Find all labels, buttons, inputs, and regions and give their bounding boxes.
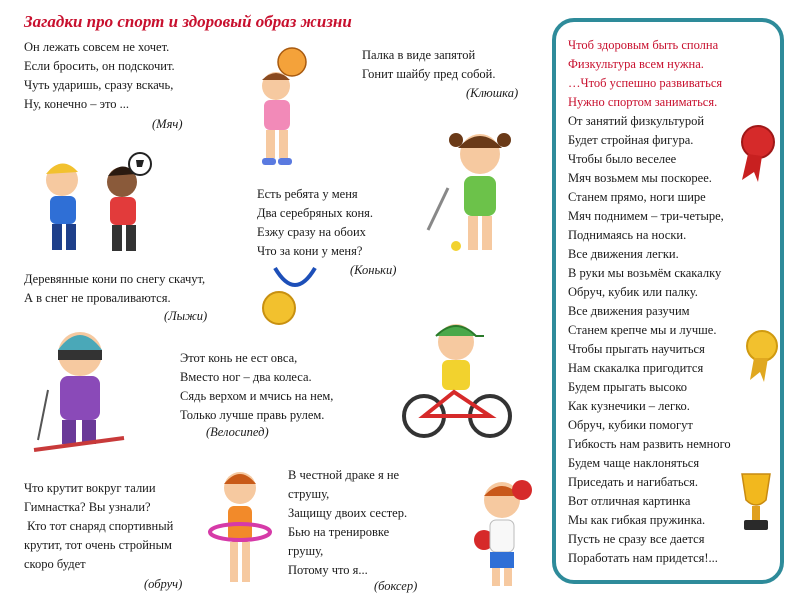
riddle-line: Ну, конечно – это ... <box>24 97 130 111</box>
riddle-line: Езжу сразу на обоих <box>257 225 366 239</box>
riddle-answer-hoop: (обруч) <box>144 577 183 591</box>
riddle-line: Если бросить, он подскочит. <box>24 59 175 73</box>
award-ribbon-icon <box>736 122 780 182</box>
riddle-line: Чуть ударишь, сразу вскачь, <box>24 78 174 92</box>
riddle-line: грушу, <box>288 544 324 558</box>
poem-line: Как кузнечики – легко. <box>568 399 690 413</box>
riddle-answer-bike: (Велосипед) <box>206 425 269 439</box>
poem-line: От занятий физкультурой <box>568 114 705 128</box>
poem-line: Обруч, кубики помогут <box>568 418 693 432</box>
poem-line: Будем прыгать высоко <box>568 380 688 394</box>
poem-line: Мяч возьмем мы поскорее. <box>568 171 712 185</box>
riddle-line: Есть ребята у меня <box>257 187 358 201</box>
riddle-line: Что за кони у меня? <box>257 244 363 258</box>
riddle-line: Вместо ног – два колеса. <box>180 370 312 384</box>
poem-line: Станем прямо, ноги шире <box>568 190 706 204</box>
riddle-answer-boxer: (боксер) <box>374 579 418 593</box>
poem-line: Мы как гибкая пружинка. <box>568 513 706 527</box>
riddle-skis <box>24 270 205 308</box>
riddle-bike <box>180 349 333 425</box>
riddle-hoop <box>24 479 173 574</box>
riddle-answer-ball: (Мяч) <box>152 117 183 131</box>
riddle-line: крутит, тот очень стройным <box>24 538 172 552</box>
poem-red-line: Нужно спортом заниматься. <box>568 95 718 109</box>
riddle-answer-skates: (Коньки) <box>350 263 397 277</box>
medal-icon <box>255 262 335 332</box>
golf-girl-illustration <box>418 118 538 268</box>
riddle-line: Только лучше правь рулем. <box>180 408 325 422</box>
riddle-line: Сядь верхом и мчись на нем, <box>180 389 334 403</box>
poem-panel <box>552 18 784 584</box>
poem-line: Поработать нам придется!... <box>568 551 718 565</box>
riddle-line: струшу, <box>288 487 330 501</box>
poem-line: Будет стройная фигура. <box>568 133 694 147</box>
poem-line: Чтобы прыгать научиться <box>568 342 705 356</box>
poem-red-line: Физкультура всем нужна. <box>568 57 704 71</box>
poem-line: Пусть не сразу все дается <box>568 532 705 546</box>
riddle-line: В честной драке я не <box>288 468 400 482</box>
poem-line: Нам скакалка пригодится <box>568 361 704 375</box>
poem-red-line: Чтоб здоровым быть сполна <box>568 38 719 52</box>
riddle-answer-skis: (Лыжи) <box>164 309 208 323</box>
award-rosette-icon <box>742 328 782 382</box>
riddle-skates <box>257 185 373 261</box>
page-title: Загадки про спорт и здоровый образ жизни <box>24 12 352 31</box>
riddle-line: скоро будет <box>24 557 86 571</box>
poem-line: Поднимаясь на носки. <box>568 228 687 242</box>
riddle-line: Кто тот снаряд спортивный <box>24 519 174 533</box>
basketball-girl-illustration <box>232 40 342 170</box>
poem-line: Все движения разучим <box>568 304 690 318</box>
riddle-answer-stick: (Клюшка) <box>466 86 519 100</box>
poem-line: Все движения легки. <box>568 247 679 261</box>
kids-soccer-illustration <box>22 150 172 260</box>
poem-line: Вот отличная картинка <box>568 494 691 508</box>
riddle-stick <box>362 46 496 84</box>
cyclist-illustration <box>398 314 518 444</box>
poem-line: Мяч поднимем – три-четыре, <box>568 209 724 223</box>
poem-red-line: …Чтоб успешно развиваться <box>568 76 723 90</box>
boxer-illustration <box>462 470 542 590</box>
riddle-line: Два серебряных коня. <box>257 206 374 220</box>
riddle-line: Гимнастка? Вы узнали? <box>24 500 151 514</box>
poem-line: Гибкость нам развить немного <box>568 437 731 451</box>
poem-line: Приседать и нагибаться. <box>568 475 698 489</box>
hoop-girl-illustration <box>204 466 274 596</box>
riddle-line: Потому что я... <box>288 563 368 577</box>
riddle-line: Защищу двоих сестер. <box>288 506 408 520</box>
riddle-line: Палка в виде запятой <box>362 48 476 62</box>
trophy-icon <box>736 470 776 536</box>
riddle-ball <box>24 38 175 114</box>
poem-line: Обруч, кубик или палку. <box>568 285 698 299</box>
poem-line: В руки мы возьмём скакалку <box>568 266 722 280</box>
riddle-boxer <box>288 466 407 580</box>
riddle-line: Этот конь не ест овса, <box>180 351 298 365</box>
riddle-line: Бью на тренировке <box>288 525 390 539</box>
poem-line: Будем чаще наклоняться <box>568 456 700 470</box>
riddle-line: Деревянные кони по снегу скачут, <box>24 272 206 286</box>
riddle-line: Он лежать совсем не хочет. <box>24 40 170 54</box>
riddle-line: А в снег не проваливаются. <box>24 291 171 305</box>
poem-line: Станем крепче мы и лучше. <box>568 323 717 337</box>
poem-line: Чтобы было веселее <box>568 152 677 166</box>
riddle-line: Гонит шайбу пред собой. <box>362 67 496 81</box>
skier-illustration <box>24 320 134 460</box>
riddle-line: Что крутит вокруг талии <box>24 481 156 495</box>
